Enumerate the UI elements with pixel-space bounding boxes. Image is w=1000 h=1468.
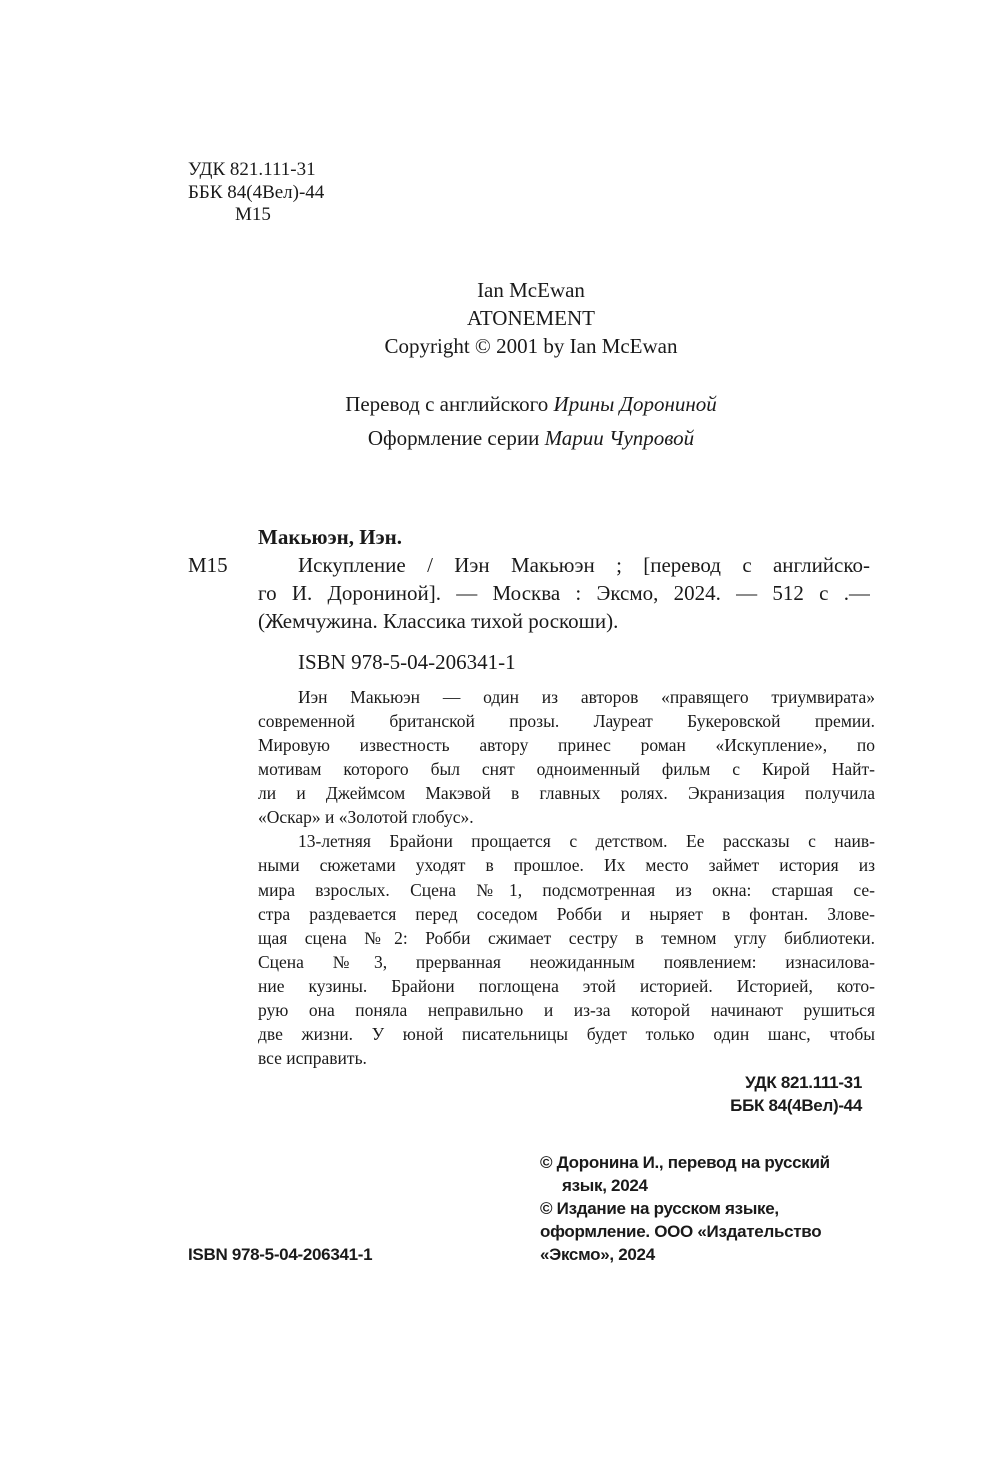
- annotation-line: две жизни. У юной писательницы будет только один шанс, чтобы: [258, 1023, 875, 1044]
- udk-code: УДК 821.111-31: [188, 159, 316, 180]
- author-mark: М15: [235, 204, 271, 225]
- annotation-line: мира взрослых. Сцена №1, подсмотренная из окна: старшая се-: [258, 879, 875, 900]
- footer-bbk: ББК 84(4Вел)-44: [730, 1096, 862, 1115]
- catalog-line: го И. Дорониной]. — Москва : Эксмо, 2024. — 512 с .—: [258, 581, 870, 605]
- annotation-line: ние кузины. Брайони поглощена этой историей. Историей, кото-: [258, 975, 875, 996]
- copyright-line: © Издание на русском языке,: [540, 1199, 779, 1218]
- annotation-line: Сцена №3, прерванная неожиданным появлением: изнасилова-: [258, 951, 875, 972]
- annotation-line: стра раздевается перед соседом Робби и ныряет в фонтан. Злове-: [258, 903, 875, 924]
- translation-credit: [0, 390, 1000, 418]
- annotation-line: ли и Джеймсом Макэвой в главных ролях. Экранизация получила: [258, 783, 875, 804]
- annotation-line: рую она поняла неправильно и из-за которой начинают рушиться: [258, 999, 875, 1020]
- catalog-line: (Жемчужина. Классика тихой роскоши).: [258, 609, 619, 633]
- design-prefix: Оформление серии: [367, 426, 540, 450]
- annotation-line: Иэн Макьюэн — один из авторов «правящего триумвирата»: [298, 687, 875, 707]
- copyright-line: «Эксмо», 2024: [540, 1245, 655, 1264]
- catalog-heading: Макьюэн, Иэн.: [258, 525, 403, 549]
- annotation-line: ными сюжетами уходят в прошлое. Их место займет история из: [258, 855, 875, 876]
- footer-isbn: ISBN 978-5-04-206341-1: [188, 1245, 373, 1264]
- annotation-line: Мировую известность автору принес роман «Искупление», по: [258, 735, 875, 756]
- original-title: ATONEMENT: [467, 306, 595, 330]
- annotation-line: «Оскар» и «Золотой глобус».: [258, 807, 474, 828]
- annotation-line: все исправить.: [258, 1048, 367, 1069]
- annotation-line: современной британской прозы. Лауреат Букеровской премии.: [258, 711, 875, 732]
- copyright-line: © Доронина И., перевод на русский: [540, 1153, 830, 1172]
- catalog-line: Искупление / Иэн Макьюэн ; [перевод с английско-: [298, 553, 870, 577]
- original-author: Ian McEwan: [477, 278, 585, 302]
- annotation-line: мотивам которого был снят одноименный фильм с Кирой Найт-: [258, 759, 875, 780]
- annotation-line: 13-летняя Брайони прощается с детством. Ее рассказы с наив-: [298, 831, 875, 852]
- copyright-line: оформление. ООО «Издательство: [540, 1222, 822, 1241]
- catalog-mark: М15: [188, 553, 228, 577]
- translation-prefix: Перевод с английского: [345, 392, 549, 416]
- designer-name: Марии Чупровой: [544, 426, 695, 450]
- catalog-isbn: ISBN 978-5-04-206341-1: [298, 650, 516, 674]
- footer-udk: УДК 821.111-31: [745, 1073, 862, 1092]
- translator-name: Ирины Дорониной: [553, 392, 717, 416]
- design-credit: [0, 424, 1000, 452]
- copyright-line: язык, 2024: [562, 1176, 648, 1195]
- original-copyright: Copyright © 2001 by Ian McEwan: [384, 334, 678, 358]
- bbk-code: ББК 84(4Вел)-44: [188, 182, 325, 203]
- annotation-line: щая сцена №2: Робби сжимает сестру в темном углу библиотеки.: [258, 927, 875, 948]
